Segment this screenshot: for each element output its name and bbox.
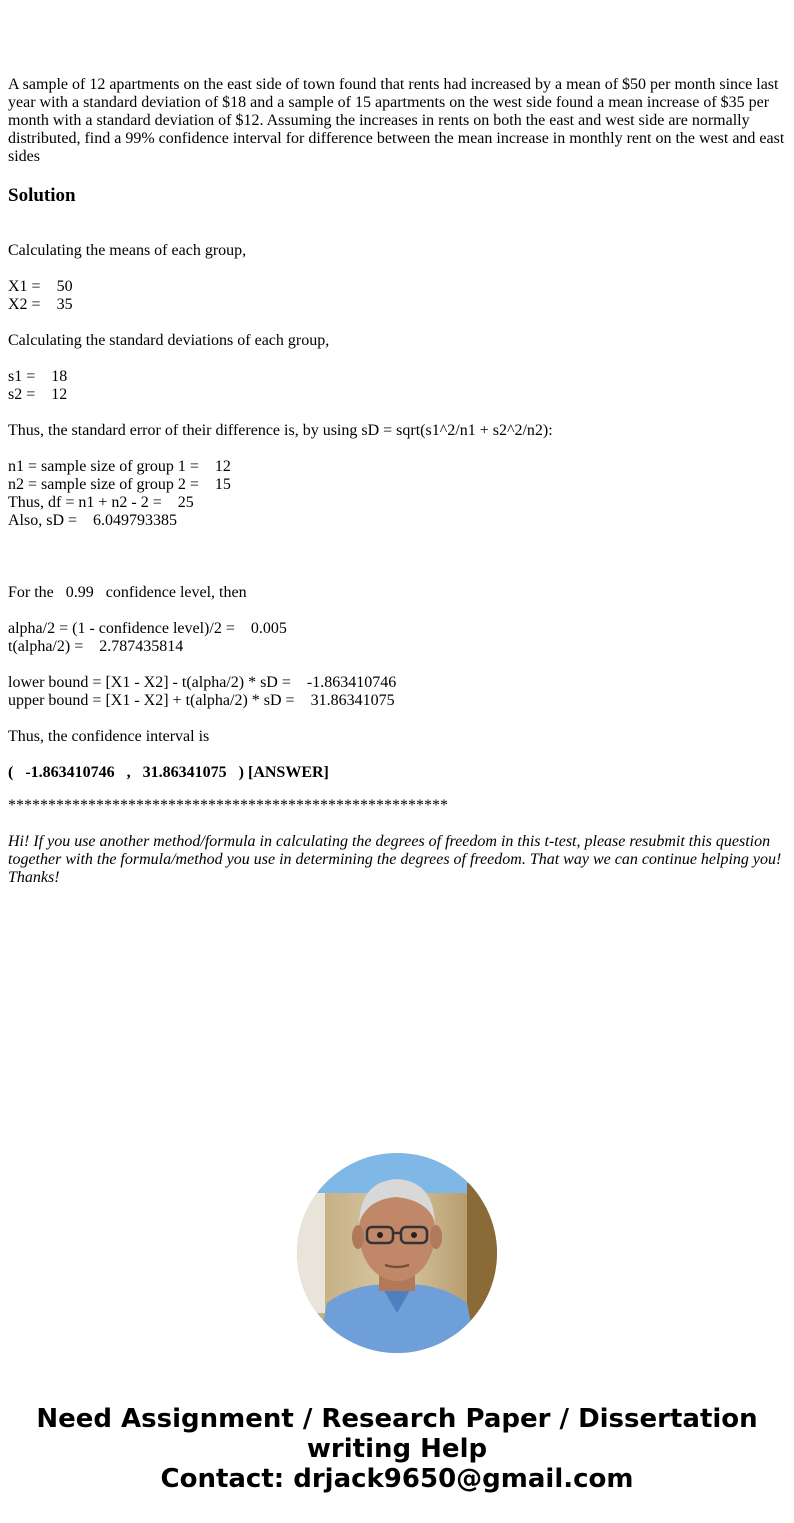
- note-section: [8, 833, 786, 887]
- footer-line-1: Need Assignment / Research Paper / Dissertation: [36, 1404, 758, 1434]
- x1-value: X1 = 50: [8, 278, 73, 295]
- question-text: A sample of 12 apartments on the east side of town found that rents had increased by a mean of $50 per month since last year with a standard deviation of $18 and a sample of 15 apartments on the west side found a mean increase of $35 per month with a standard deviation of $12. Assuming the increases in rents on both the east and west side are normally distributed, find a 99% confidence interval for difference between the mean increase in monthly rent on the west and east sides: [8, 76, 785, 165]
- resubmit-note: Hi! If you use another method/formula in calculating the degrees of freedom in this t-test, please resubmit this question together with the formula/method you use in determining the degrees of freedom. That way we can continue helping you! Thanks!: [8, 833, 782, 886]
- n1-value: n1 = sample size of group 1 = 12: [8, 458, 231, 475]
- df-value: Thus, df = n1 + n2 - 2 = 25: [8, 494, 194, 511]
- footer-ad: [0, 1404, 794, 1494]
- confidence-level: For the 0.99 confidence level, then: [8, 584, 247, 601]
- solution-document: [8, 76, 786, 886]
- alpha-value: alpha/2 = (1 - confidence level)/2 = 0.005: [8, 620, 287, 637]
- means-values: [8, 278, 786, 314]
- answer-section: [8, 764, 786, 782]
- n2-value: n2 = sample size of group 2 = 15: [8, 476, 231, 493]
- sd-values: [8, 368, 786, 404]
- lower-bound: lower bound = [X1 - X2] - t(alpha/2) * sD = -1.863410746: [8, 674, 397, 691]
- critical-values: [8, 620, 786, 656]
- ci-intro: Thus, the confidence interval is: [8, 728, 210, 745]
- confidence-section: [8, 584, 786, 602]
- separator: [8, 797, 786, 815]
- s1-value: s1 = 18: [8, 368, 68, 385]
- means-intro: Calculating the means of each group,: [8, 242, 247, 259]
- sd-section: [8, 332, 786, 350]
- means-section: [8, 242, 786, 260]
- ci-section: [8, 728, 786, 746]
- bounds: [8, 674, 786, 710]
- t-alpha-value: t(alpha/2) = 2.787435814: [8, 638, 184, 655]
- x2-value: X2 = 35: [8, 296, 73, 313]
- footer-contact: Contact: drjack9650@gmail.com: [160, 1464, 634, 1494]
- s2-value: s2 = 12: [8, 386, 68, 403]
- solution-heading: Solution: [8, 185, 76, 206]
- sd-diff-value: Also, sD = 6.049793385: [8, 512, 178, 529]
- se-intro: Thus, the standard error of their difference is, by using sD = sqrt(s1^2/n1 + s2^2/n2):: [8, 422, 553, 439]
- sample-sizes: [8, 458, 786, 530]
- author-avatar: [297, 1153, 497, 1353]
- sd-intro: Calculating the standard deviations of each group,: [8, 332, 330, 349]
- stars-divider: *******************************************************: [8, 797, 448, 814]
- footer-line-2: writing Help: [306, 1434, 488, 1464]
- se-section: [8, 422, 786, 440]
- answer-line: ( -1.863410746 , 31.86341075 ) [ANSWER]: [8, 764, 329, 781]
- upper-bound: upper bound = [X1 - X2] + t(alpha/2) * sD = 31.86341075: [8, 692, 395, 709]
- avatar-image: [297, 1153, 497, 1353]
